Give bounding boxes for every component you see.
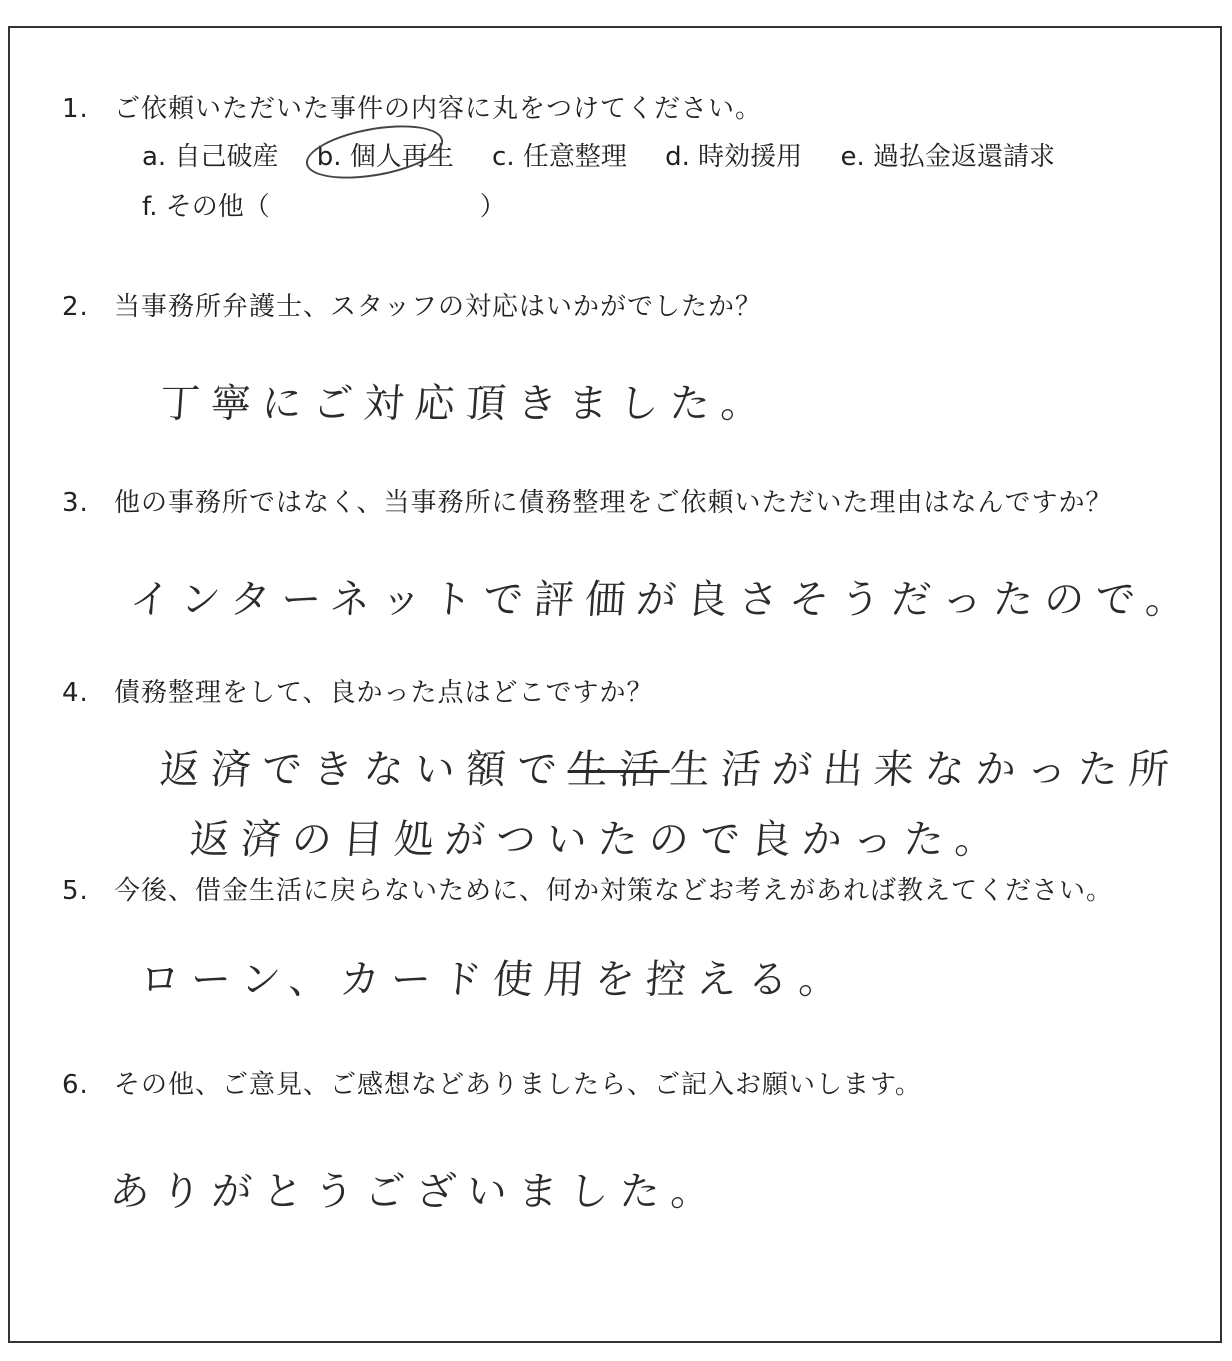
question-text: ご依頼いただいた事件の内容に丸をつけてください。	[114, 94, 763, 124]
question-number: 4.	[62, 678, 89, 708]
answer-4-text-a: 返済できない額で	[158, 747, 570, 793]
case-type-options	[142, 136, 1085, 173]
answer-5-handwritten: ローン、カード使用を控える。	[138, 957, 852, 1003]
question-1	[62, 88, 762, 125]
question-text: 当事務所弁護士、スタッフの対応はいかがでしたか？	[114, 292, 763, 322]
option-c: c. 任意整理	[492, 142, 627, 172]
answer-4-line-2: 返済の目処がついたので良かった。	[188, 817, 1008, 863]
option-f-close: ）	[479, 192, 506, 222]
question-2	[62, 286, 762, 323]
option-f-row	[142, 186, 506, 223]
answer-2-handwritten: 丁寧にご対応頂きました。	[158, 381, 774, 427]
option-b-circled: b. 個人再生	[317, 136, 454, 173]
question-number: 1.	[62, 94, 89, 124]
answer-4-struck-text: 生活	[566, 747, 672, 793]
question-number: 3.	[62, 488, 89, 518]
question-number: 2.	[62, 292, 89, 322]
answer-4-text-b: 生活が出来なかった所	[668, 747, 1182, 793]
question-6	[62, 1064, 922, 1101]
question-number: 5.	[62, 876, 89, 906]
question-text: 今後、借金生活に戻らないために、何か対策などお考えがあれば教えてください。	[114, 876, 1114, 906]
option-f: f. その他（	[142, 192, 270, 222]
question-5	[62, 870, 1113, 907]
question-text: 他の事務所ではなく、当事務所に債務整理をご依頼いただいた理由はなんですか？	[114, 488, 1113, 518]
answer-3-handwritten: インターネットで評価が良さそうだったので。	[128, 577, 1198, 623]
option-d: d. 時効援用	[665, 142, 803, 172]
option-a: a. 自己破産	[142, 142, 279, 172]
question-text: その他、ご意見、ご感想などありましたら、ご記入お願いします。	[114, 1070, 922, 1100]
answer-6-handwritten: ありがとうございました。	[108, 1169, 724, 1215]
question-4	[62, 672, 653, 709]
answer-4-line-1	[158, 738, 1182, 795]
option-e: e. 過払金返還請求	[840, 142, 1055, 172]
question-3	[62, 482, 1112, 519]
question-text: 債務整理をして、良かった点はどこですか？	[114, 678, 654, 708]
question-number: 6.	[62, 1070, 89, 1100]
